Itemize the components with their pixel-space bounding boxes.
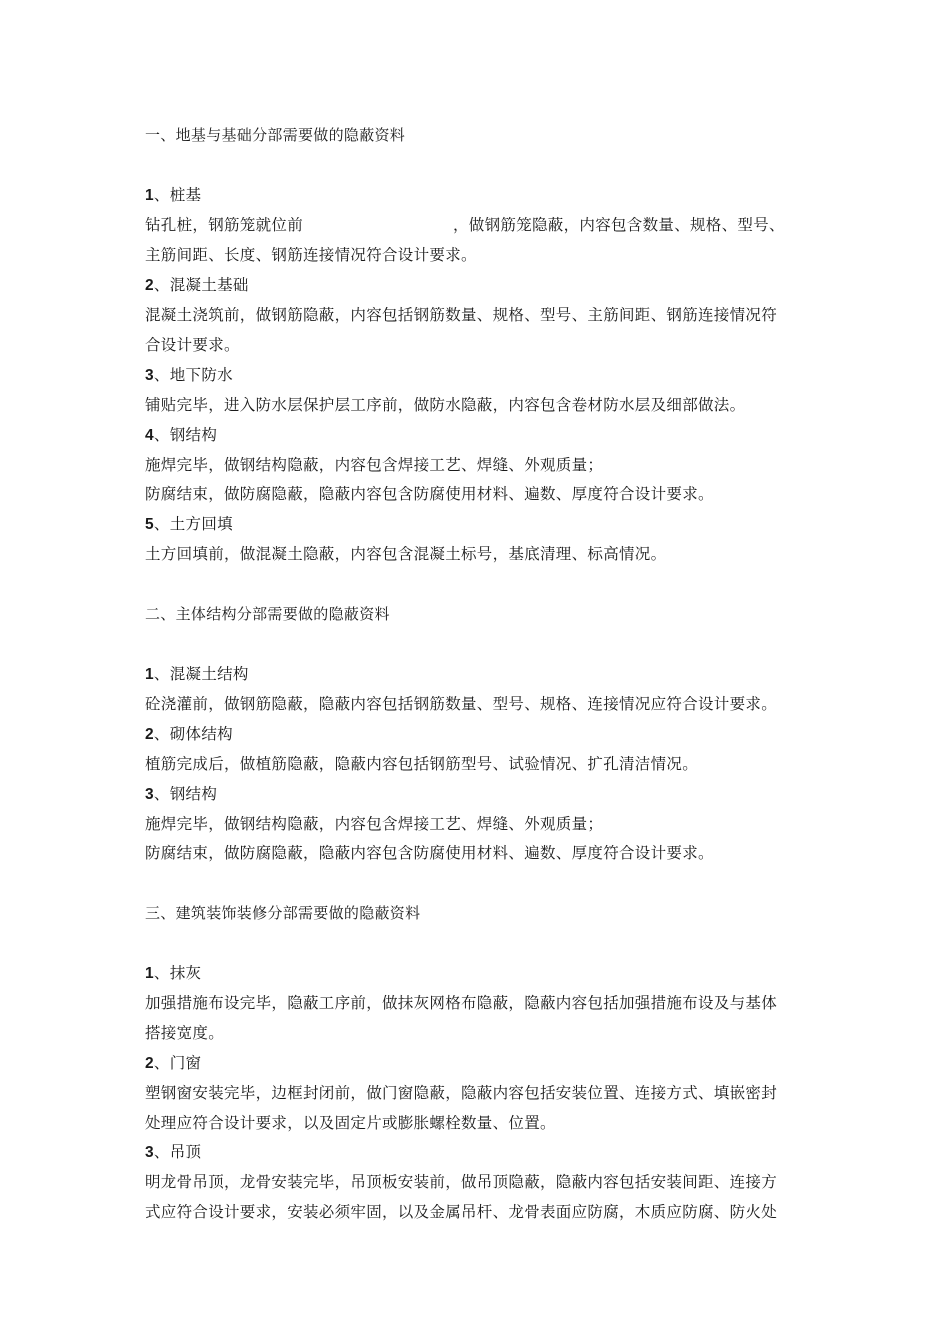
section-title: 二、主体结构分部需要做的隐蔽资料 — [145, 605, 390, 623]
paragraph-line: 塑钢窗安装完毕，边框封闭前，做门窗隐蔽，隐蔽内容包括安装位置、连接方式、填嵌密封 — [145, 1084, 778, 1102]
paragraph-line: 混凝土浇筑前，做钢筋隐蔽，内容包括钢筋数量、规格、型号、主筋间距、钢筋连接情况符 — [145, 306, 778, 324]
item-title: 、钢结构 — [153, 785, 218, 803]
item-title: 、门窗 — [153, 1054, 202, 1072]
paragraph-line: 铺贴完毕，进入防水层保护层工序前，做防水隐蔽，内容包含卷材防水层及细部做法。 — [145, 396, 746, 414]
paragraph-line: 砼浇灌前，做钢筋隐蔽，隐蔽内容包括钢筋数量、型号、规格、连接情况应符合设计要求。 — [145, 695, 778, 713]
paragraph-line: 施焊完毕，做钢结构隐蔽，内容包含焊接工艺、焊缝、外观质量； — [145, 815, 604, 833]
paragraph-line: 施焊完毕，做钢结构隐蔽，内容包含焊接工艺、焊缝、外观质量； — [145, 456, 604, 474]
item-number: 2 — [145, 726, 154, 743]
paragraph-line: 防腐结束，做防腐隐蔽，隐蔽内容包含防腐使用材料、遍数、厚度符合设计要求。 — [145, 485, 714, 503]
item-number: 3 — [145, 786, 154, 803]
paragraph-line: 植筋完成后，做植筋隐蔽，隐蔽内容包括钢筋型号、试验情况、扩孔清洁情况。 — [145, 755, 699, 773]
paragraph-line: ，做钢筋笼隐蔽，内容包含数量、规格、型号、 — [453, 216, 785, 234]
paragraph-line: 土方回填前，做混凝土隐蔽，内容包含混凝土标号，基底清理、标高情况。 — [145, 545, 667, 563]
item-title: 、砌体结构 — [153, 725, 233, 743]
paragraph-line: 处理应符合设计要求，以及固定片或膨胀螺栓数量、位置。 — [145, 1114, 556, 1132]
item-number: 3 — [145, 367, 154, 384]
item-heading — [145, 365, 233, 386]
item-heading — [145, 664, 249, 685]
paragraph-line: 搭接宽度。 — [145, 1024, 225, 1042]
paragraph-line: 主筋间距、长度、钢筋连接情况符合设计要求。 — [145, 246, 477, 264]
item-number: 4 — [145, 427, 154, 444]
item-title: 、地下防水 — [153, 366, 233, 384]
item-heading — [145, 963, 201, 984]
item-title: 、桩基 — [153, 186, 202, 204]
item-heading — [145, 724, 233, 745]
paragraph-line: 加强措施布设完毕，隐蔽工序前，做抹灰网格布隐蔽，隐蔽内容包括加强措施布设及与基体 — [145, 994, 778, 1012]
item-number: 3 — [145, 1144, 154, 1161]
item-title: 、混凝土基础 — [153, 276, 249, 294]
item-heading — [145, 185, 201, 206]
paragraph-line: 式应符合设计要求，安装必须牢固，以及金属吊杆、龙骨表面应防腐，木质应防腐、防火处 — [145, 1203, 778, 1221]
paragraph-line: 明龙骨吊顶，龙骨安装完毕，吊顶板安装前，做吊顶隐蔽，隐蔽内容包括安装间距、连接方 — [145, 1173, 778, 1191]
item-heading — [145, 275, 249, 296]
paragraph-line: 防腐结束，做防腐隐蔽，隐蔽内容包含防腐使用材料、遍数、厚度符合设计要求。 — [145, 844, 714, 862]
item-heading — [145, 784, 217, 805]
item-number: 2 — [145, 277, 154, 294]
item-number: 5 — [145, 516, 154, 533]
item-heading — [145, 514, 233, 535]
item-number: 1 — [145, 187, 154, 204]
section-title: 三、建筑装饰装修分部需要做的隐蔽资料 — [145, 904, 421, 922]
item-title: 、钢结构 — [153, 426, 218, 444]
item-title: 、抹灰 — [153, 964, 202, 982]
item-heading — [145, 1142, 201, 1163]
item-number: 1 — [145, 666, 154, 683]
item-title: 、混凝土结构 — [153, 665, 249, 683]
item-number: 1 — [145, 965, 154, 982]
item-title: 、吊顶 — [153, 1143, 202, 1161]
item-number: 2 — [145, 1055, 154, 1072]
item-heading — [145, 425, 217, 446]
paragraph-line: 钻孔桩，钢筋笼就位前 — [145, 216, 304, 234]
section-title: 一、地基与基础分部需要做的隐蔽资料 — [145, 126, 406, 144]
paragraph-line: 合设计要求。 — [145, 336, 240, 354]
item-title: 、土方回填 — [153, 515, 233, 533]
item-heading — [145, 1053, 201, 1074]
